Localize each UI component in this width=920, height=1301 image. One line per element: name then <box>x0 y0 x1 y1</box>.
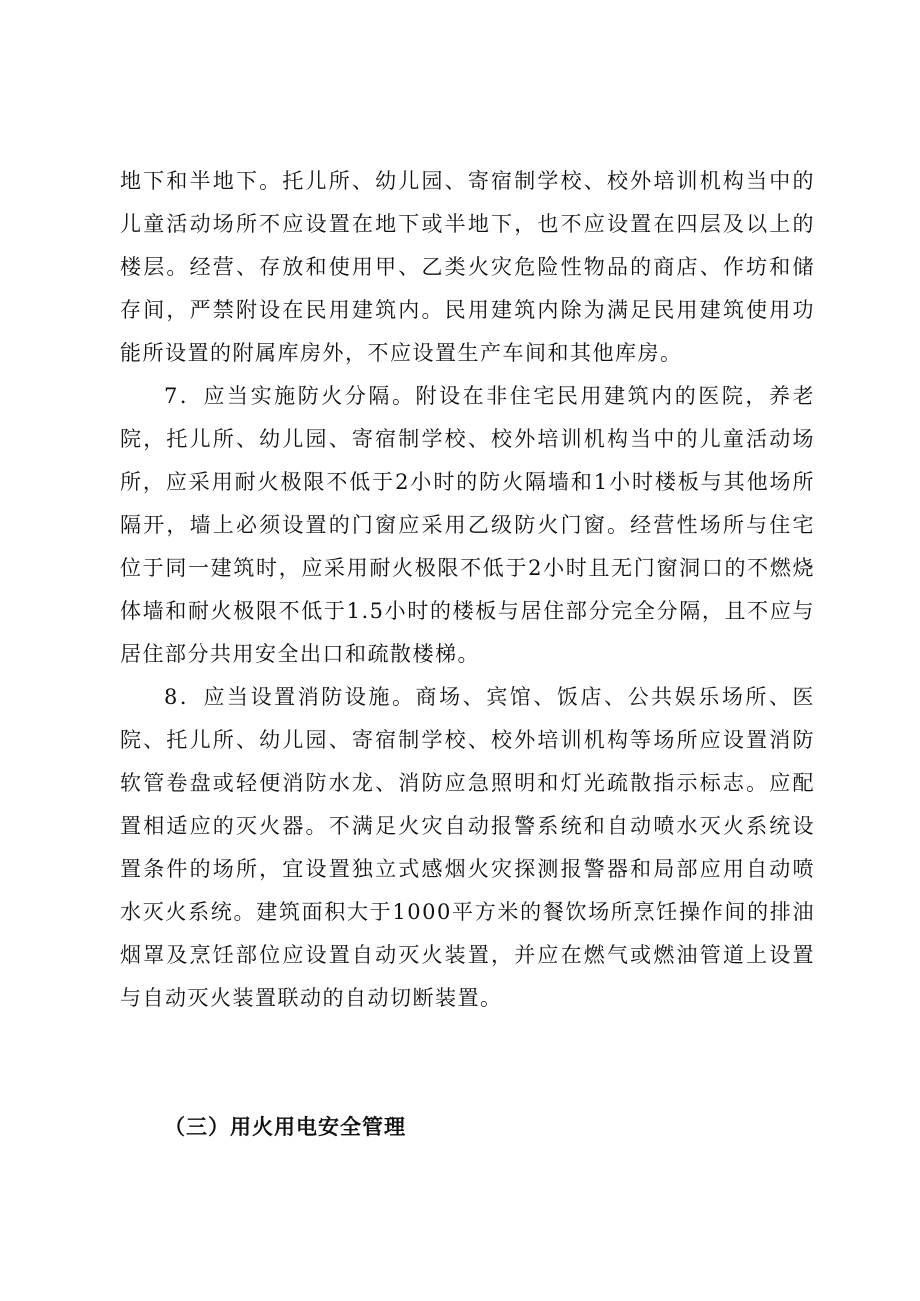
paragraph-item-8: 8．应当设置消防设施。商场、宾馆、饭店、公共娱乐场所、医院、托儿所、幼儿园、寄宿制学校、校外培训机构等场所应设置消防软管卷盘或轻便消防水龙、消防应急照明和灯光疏散指示标志。应配置相适应的灭火器。不满足火灾自动报警系统和自动喷水灭火系统设置条件的场所，宜设置独立式感烟火灾探测报警器和局部应用自动喷水灭火系统。建筑面积大于1000平方米的餐饮场所烹饪操作间的排油烟罩及烹饪部位应设置自动灭火装置，并应在燃气或燃油管道上设置与自动灭火装置联动的自动切断装置。 <box>120 685 815 1010</box>
paragraph-continuation: 地下和半地下。托儿所、幼儿园、寄宿制学校、校外培训机构当中的儿童活动场所不应设置在地下或半地下，也不应设置在四层及以上的楼层。经营、存放和使用甲、乙类火灾危险性物品的商店、作坊和储存间，严禁附设在民用建筑内。民用建筑内除为满足民用建筑使用功能所设置的附属库房外，不应设置生产车间和其他库房。 <box>120 169 815 365</box>
body-text <box>120 160 815 1020</box>
section-heading: （三）用火用电安全管理 <box>164 1115 406 1139</box>
paragraph-item-7: 7．应当实施防火分隔。附设在非住宅民用建筑内的医院，养老院，托儿所、幼儿园、寄宿制学校、校外培训机构当中的儿童活动场所，应采用耐火极限不低于2小时的防火隔墙和1小时楼板与其他场所隔开，墙上必须设置的门窗应采用乙级防火门窗。经营性场所与住宅位于同一建筑时，应采用耐火极限不低于2小时且无门窗洞口的不燃烧体墙和耐火极限不低于1.5小时的楼板与居住部分完全分隔，且不应与居住部分共用安全出口和疏散楼梯。 <box>120 384 815 666</box>
